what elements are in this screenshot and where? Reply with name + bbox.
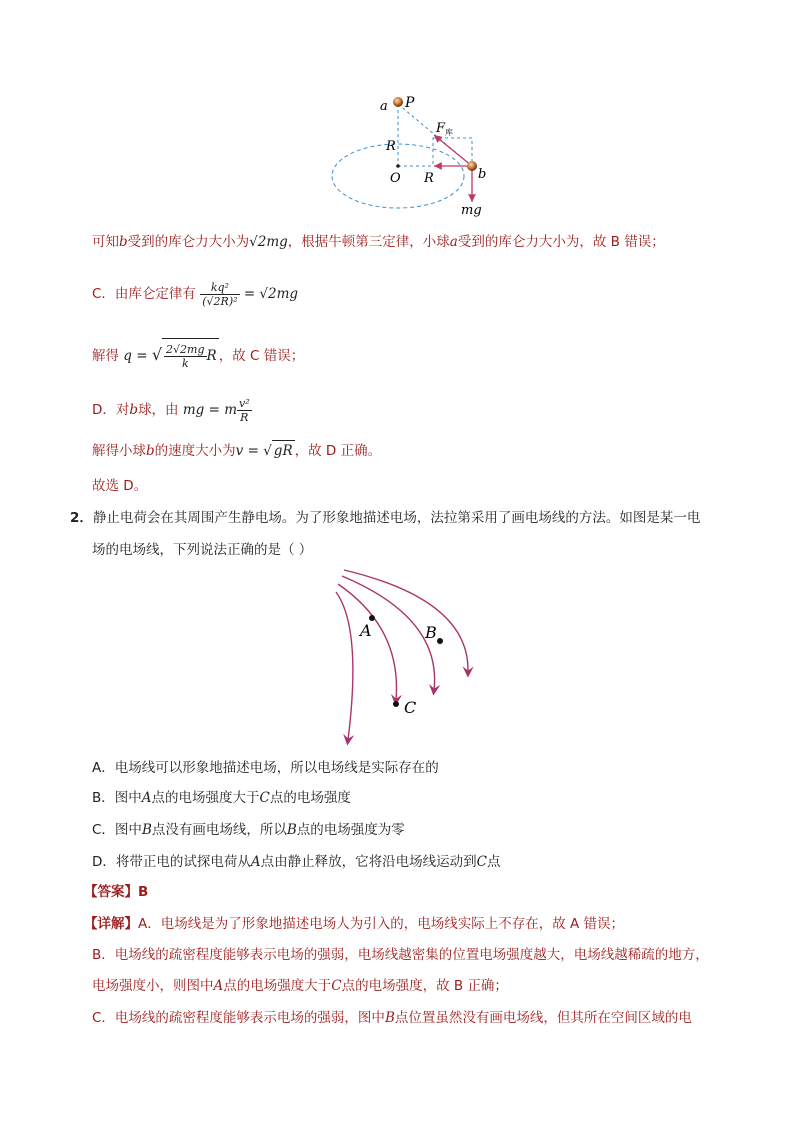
label-mg: mg xyxy=(461,203,482,218)
option-B[interactable]: B．图中A点的电场强度大于C点的电场强度 xyxy=(92,790,351,806)
figure-field-lines xyxy=(330,568,490,748)
solution-line-c: C．由库仑定律有 $\frac{\text{kq²}}{\text{(√2R)²}}$ = √2mg xyxy=(92,280,299,308)
option-C[interactable]: C．图中B点没有画电场线，所以B点的电场强度为零 xyxy=(92,822,405,838)
center-dot xyxy=(396,164,400,168)
coulomb-force-arrow xyxy=(434,135,472,166)
solution-line-1: 可知b受到的库仑力大小为√2mg，根据牛顿第三定律，小球a受到的库仑力大小为，故 B 错误； xyxy=(92,234,665,250)
point-C xyxy=(393,701,399,707)
field-line-1 xyxy=(336,592,353,740)
answer-label: 【答案】B xyxy=(84,884,149,900)
label-O: O xyxy=(390,171,401,186)
label-P: P xyxy=(405,95,415,111)
point-B xyxy=(437,638,443,644)
label-b: b xyxy=(478,167,487,182)
detail-line-c1: C．电场线的疏密程度能够表示电场的强弱，图中B点位置虽然没有画电场线，但其所在空间区域的电 xyxy=(92,1010,692,1026)
ball-a xyxy=(393,97,403,107)
field-line-3 xyxy=(342,576,435,690)
detail-line-b2: 电场强度小，则图中A点的电场强度大于C点的电场强度，故 B 正确； xyxy=(92,978,508,994)
label-R-horizontal: R xyxy=(424,171,434,186)
ball-b xyxy=(467,161,477,171)
detail-line-b1: B．电场线的疏密程度能够表示电场的强弱，电场线越密集的位置电场强度越大，电场线越稀疏的地方， xyxy=(92,947,709,963)
option-D[interactable]: D．将带正电的试探电荷从A点由静止释放，它将沿电场线运动到C点 xyxy=(92,854,501,870)
figure-charge-orbit xyxy=(330,90,520,220)
label-a: a xyxy=(380,99,388,114)
solution-line-c2: 解得 q = √ $\frac{2√2mg}{k}$ R ，故 C 错误； xyxy=(92,338,304,373)
question-2-line-2: 场的电场线，下列说法正确的是（ ） xyxy=(92,542,313,558)
solution-line-d: D．对b球，由 mg = m $\frac{\text{v²}}{R}$ xyxy=(92,396,250,424)
solution-choose: 故选 D。 xyxy=(92,478,148,494)
detail-line-a: 【详解】A．电场线是为了形象地描述电场人为引入的，电场线实际上不存在，故 A 错误； xyxy=(84,916,625,932)
label-C: C xyxy=(404,698,417,717)
solution-line-d2: 解得小球b的速度大小为v = √ gR ，故 D 正确。 xyxy=(92,440,381,461)
label-B: B xyxy=(425,623,437,642)
question-2-line-1: 2．静止电荷会在其周围产生静电场。为了形象地描述电场，法拉第采用了画电场线的方法。如图是某一电 xyxy=(70,510,701,526)
label-A: A xyxy=(360,621,372,640)
label-R-vertical: R xyxy=(386,139,396,154)
option-A[interactable]: A．电场线可以形象地描述电场，所以电场线是实际存在的 xyxy=(92,760,439,776)
label-F: $F_库$ xyxy=(436,121,454,137)
